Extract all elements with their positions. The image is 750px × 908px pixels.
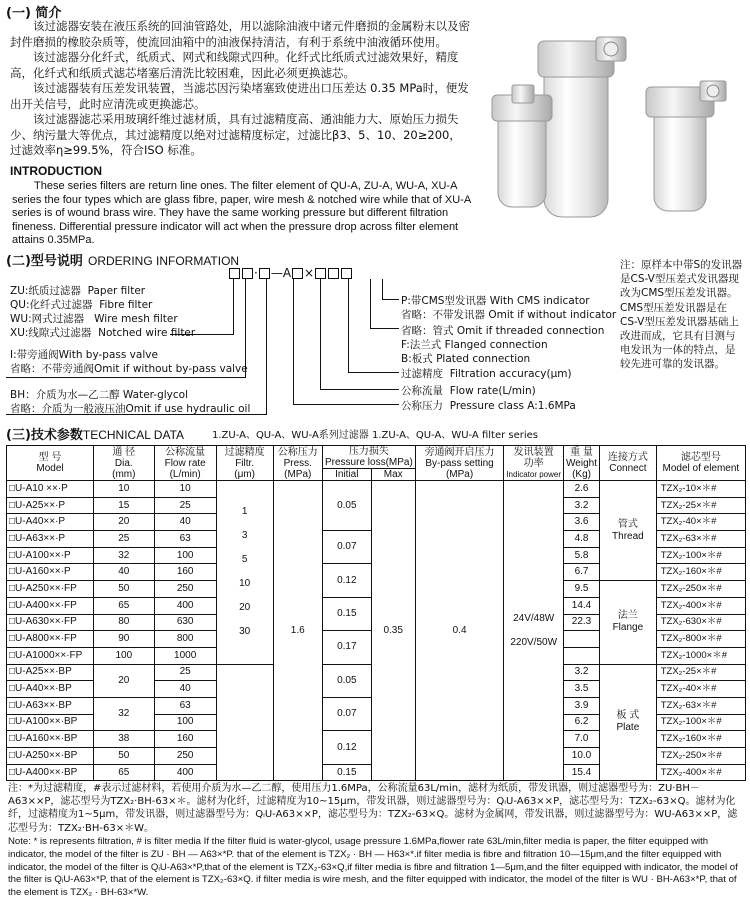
table-row: □U-A160××·P 40 160 0.12 6.7 TZX₂-160×＊# bbox=[7, 564, 746, 581]
tech-heading-zh: (三)技术参数 bbox=[6, 428, 83, 443]
tech-subtitle: 1.ZU-A、QU-A、WU-A系列过滤器 1.ZU-A、QU-A、WU-A filter series bbox=[212, 430, 539, 441]
notes-zh: 注：*为过滤精度，#表示过滤材料，若使用介质为水—乙二醇，使用压力1.6MPa，公称流量63L/min，滤材为纸质，带发讯器，则过滤器型号为：ZU·BH－A63××P，滤芯型号为TZX₂·BH-63×＊。滤材为化纤，过滤精度为10~15μm，带发讯器，则过滤器型号为：QᵢU-A63××P，滤芯型号为：TZX₂-63×Q。滤材为化纤，过滤精度为1~5μm，带发讯器，则过滤器型号为：QᵢU-A63××P，滤芯型号为：TZX₂-63×Q。滤材为金属网，带发讯器，则过滤器型号为：WU-A63××P，滤芯型号为：TZX₂·BH-63×＊W。 bbox=[8, 783, 738, 834]
filtration-option: 过滤精度 Filtration accuracy(μm) bbox=[401, 368, 572, 380]
intro-zh-p2: 该过滤器分化纤式，纸质式、网式和线隙式四种。化纤式比纸质式过滤效果好，精度高，化纤式和纸质式滤芯堵塞后清洗比较困难，因此必须更换滤芯。 bbox=[10, 50, 459, 80]
type-wu: WU:网式过滤器 Wire mesh filter bbox=[10, 313, 178, 325]
loss-max-cell: 0.35 bbox=[371, 481, 415, 781]
intro-zh-text bbox=[10, 19, 472, 159]
intro-zh-p4: 该过滤器滤芯采用玻璃纤维过滤材质，具有过滤精度高、通油能力大、原始压力损失少、纳污量大等优点，其过滤精度以绝对过滤精度标定，过滤比β3、5、10、20≥200，过滤效率η≥99.5%，符合ISO 标准。 bbox=[10, 112, 461, 157]
table-header-row bbox=[7, 446, 746, 469]
product-photo bbox=[478, 3, 746, 239]
table-row: □U-A1000××·FP 100 1000 TZX₂-1000×＊# bbox=[7, 647, 746, 664]
table-row: □U-A63××·BP 32 63 0.07 3.9 TZX₂-63×＊# bbox=[7, 697, 746, 714]
code-box bbox=[328, 268, 339, 279]
connect-thread: 管式 Thread bbox=[600, 481, 657, 581]
code-box bbox=[259, 268, 270, 279]
intro-heading: (一) 简介 bbox=[6, 6, 62, 21]
col-flow: 公称流量 Flow rate (L/min) bbox=[154, 446, 216, 481]
col-element: 滤芯型号 Model of element bbox=[656, 446, 745, 481]
tech-heading-en: TECHNICAL DATA bbox=[82, 428, 185, 442]
bypass-option: I:带旁通阀With by-pass valve 省略：不带旁通阀Omit if without by-pass valve bbox=[10, 349, 248, 375]
type-xu: XU:线隙式过滤器 Notched wire filter bbox=[10, 327, 196, 339]
intro-zh-p1: 该过滤器安装在液压系统的回油管路处，用以滤除油液中诸元件磨损的金属粉末以及密封件磨损的橡胶杂质等，使流回油箱中的油液保持清洁，有利于系统中油液循环使用。 bbox=[10, 19, 470, 49]
table-row: □U-A40××·BP 40 3.5 TZX₂-40×＊# bbox=[7, 681, 746, 698]
col-connect: 连接方式 Connect bbox=[600, 446, 657, 481]
col-loss: 压力损失 Pressure loss(MPa) bbox=[323, 446, 416, 469]
code-sep: × bbox=[304, 266, 315, 280]
ordering-heading-zh: (二)型号说明 bbox=[6, 254, 83, 269]
table-row: □U-A250××·FP 50 250 9.5 法兰 Flange TZX₂-250×＊# bbox=[7, 581, 746, 598]
table-row: □U-A800××·FP 90 800 0.17 TZX₂-800×＊# bbox=[7, 631, 746, 648]
model-code bbox=[228, 266, 353, 280]
table-row: □U-A250××·BP 50 250 10.0 TZX₂-250×＊# bbox=[7, 748, 746, 765]
table-row: □U-A400××·BP 65 400 0.15 15.4 TZX₂-400×＊# bbox=[7, 764, 746, 781]
col-loss-max: Max bbox=[371, 469, 415, 481]
ordering-heading bbox=[6, 250, 239, 269]
col-filtr: 过滤精度 Filtr. (μm) bbox=[216, 446, 273, 481]
intro-en-text: These series filters are return line ones. The filter element of QU-A, ZU-A, WU-A, XU-A series the four types which are glass fibre, paper, wire mesh & notched wire while that of XU-A series is of wound brass wire. They have the same working pressure but different filtration fineness. Differential pressure indicator will act when the pressure drop across filter element attains 0.35MPa. bbox=[12, 180, 471, 246]
connection-option: 省略：管式 Omit if threaded connection F:法兰式 Flanged connection B:板式 Plated connection bbox=[401, 325, 605, 365]
filter-product-illustration bbox=[478, 3, 746, 239]
press-cell: 1.6 bbox=[273, 481, 323, 781]
tech-data-table bbox=[6, 445, 746, 781]
table-row: □U-A100××·P 32 100 5.8 TZX₂-100×＊# bbox=[7, 547, 746, 564]
intro-zh-p3: 该过滤器装有压差发讯装置，当滤芯因污染堵塞致使进出口压差达 0.35 MPa时，便发出开关信号，此时应清洗或更换滤芯。 bbox=[10, 81, 469, 111]
indicator-option: P:带CMS型发讯器 With CMS indicator 省略：不带发讯器 Omit if without indicator bbox=[401, 295, 617, 321]
ordering-heading-en: ORDERING INFORMATION bbox=[87, 254, 240, 268]
filtr-cell-b bbox=[216, 664, 273, 781]
connect-plate: 板 式 Plate bbox=[600, 664, 657, 781]
table-row: □U-A25××·P 15 25 3.2 TZX₂-25×＊# bbox=[7, 497, 746, 514]
table-row: □U-A25××·BP 20 25 0.05 3.2 板 式 Plate TZX₂-25×＊# bbox=[7, 664, 746, 681]
col-weight: 重 量 Weight (Kg) bbox=[564, 446, 600, 481]
table-row: □U-A10 ××·P 10 10 1 3 5 10 20 30 1.6 0.05 0.35 0.4 24V/48W 220V/50W 2.6 管式 Thread TZX₂-10×＊# bbox=[7, 481, 746, 498]
type-qu: QU:化纤式过滤器 Fibre filter bbox=[10, 299, 153, 311]
code-sep: —A bbox=[270, 266, 292, 280]
medium-option: BH：介质为水—乙二醇 Water-glycol 省略：介质为一般液压油Omit if use hydraulic oil bbox=[10, 389, 251, 415]
table-row: □U-A400××·FP 65 400 0.15 14.4 TZX₂-400×＊# bbox=[7, 597, 746, 614]
code-box bbox=[315, 268, 326, 279]
col-dia: 通 径 Dia. (mm) bbox=[94, 446, 155, 481]
ordering-side-note: 注：原样本中带S的发讯器是CS-V型压差式发讯器现改为CMS型压差发讯器。CMS型压差发讯器是在CS-V型压差发讯器基础上改进而成，它具有目测与电发讯为一体的特点，是较先进可靠的发讯器。 bbox=[620, 259, 743, 371]
flow-option: 公称流量 Flow rate(L/min) bbox=[401, 385, 536, 397]
filtr-cell: 1 3 5 10 20 30 bbox=[216, 481, 273, 665]
pressure-option: 公称压力 Pressure class A:1.6MPa bbox=[401, 400, 576, 412]
filter-type-list bbox=[10, 284, 195, 340]
table-row: □U-A63××·P 25 63 0.07 4.8 TZX₂-63×＊# bbox=[7, 531, 746, 548]
code-box bbox=[242, 268, 253, 279]
notes-en: Note: * is represents filtration, # is filter media If the filter fluid is water-glycol, usage pressure 1.6MPa,flower rate 63L/min,filter media is paper, the filter equipped with indicator, the model of the filter is ZU · BH — A63×*P. that of the element is TZX₂ · BH — H63×*.if filter media is fibre and filtration 10—15μm,and the filter equipped with indicator, the model of the filter is QᵢU-A63×*P,that of the element is TZX₂-63×Q,if filter media is fibre and filtration 1—5μm,and the filter equipped with indicator, the model of the filter is QᵢU-A63×*P, that of the element is TZX₂-63×Q. if filter media is wire mesh, and the filter equipped with indicator, the model of the filter is WU · BH-A63×*P, that of the element is TZX₂ · BH-63×*W. bbox=[8, 836, 738, 899]
code-box bbox=[341, 268, 352, 279]
bypass-cell: 0.4 bbox=[415, 481, 504, 781]
col-loss-initial: Initial bbox=[323, 469, 372, 481]
connect-flange: 法兰 Flange bbox=[600, 581, 657, 664]
code-sep: · bbox=[254, 266, 258, 280]
code-box bbox=[229, 268, 240, 279]
table-row: □U-A630××·FP 80 630 22.3 TZX₂-630×＊# bbox=[7, 614, 746, 631]
intro-en-heading: INTRODUCTION bbox=[10, 164, 102, 178]
table-row: □U-A160××·BP 38 160 0.12 7.0 TZX₂-160×＊# bbox=[7, 731, 746, 748]
type-zu: ZU:纸质过滤器 Paper filter bbox=[10, 285, 146, 297]
tech-heading bbox=[6, 424, 184, 443]
code-box bbox=[292, 268, 303, 279]
power-cell: 24V/48W 220V/50W bbox=[504, 481, 564, 781]
table-row: □U-A40××·P 20 40 3.6 TZX₂-40×＊# bbox=[7, 514, 746, 531]
col-power: 发讯装置 功率 Indicator power bbox=[504, 446, 564, 481]
col-model: 型 号 Model bbox=[7, 446, 94, 481]
col-bypass: 旁通阀开启压力 By-pass setting (MPa) bbox=[415, 446, 504, 481]
col-press: 公称压力 Press. (MPa) bbox=[273, 446, 323, 481]
table-row: □U-A100××·BP 100 6.2 TZX₂-100×＊# bbox=[7, 714, 746, 731]
